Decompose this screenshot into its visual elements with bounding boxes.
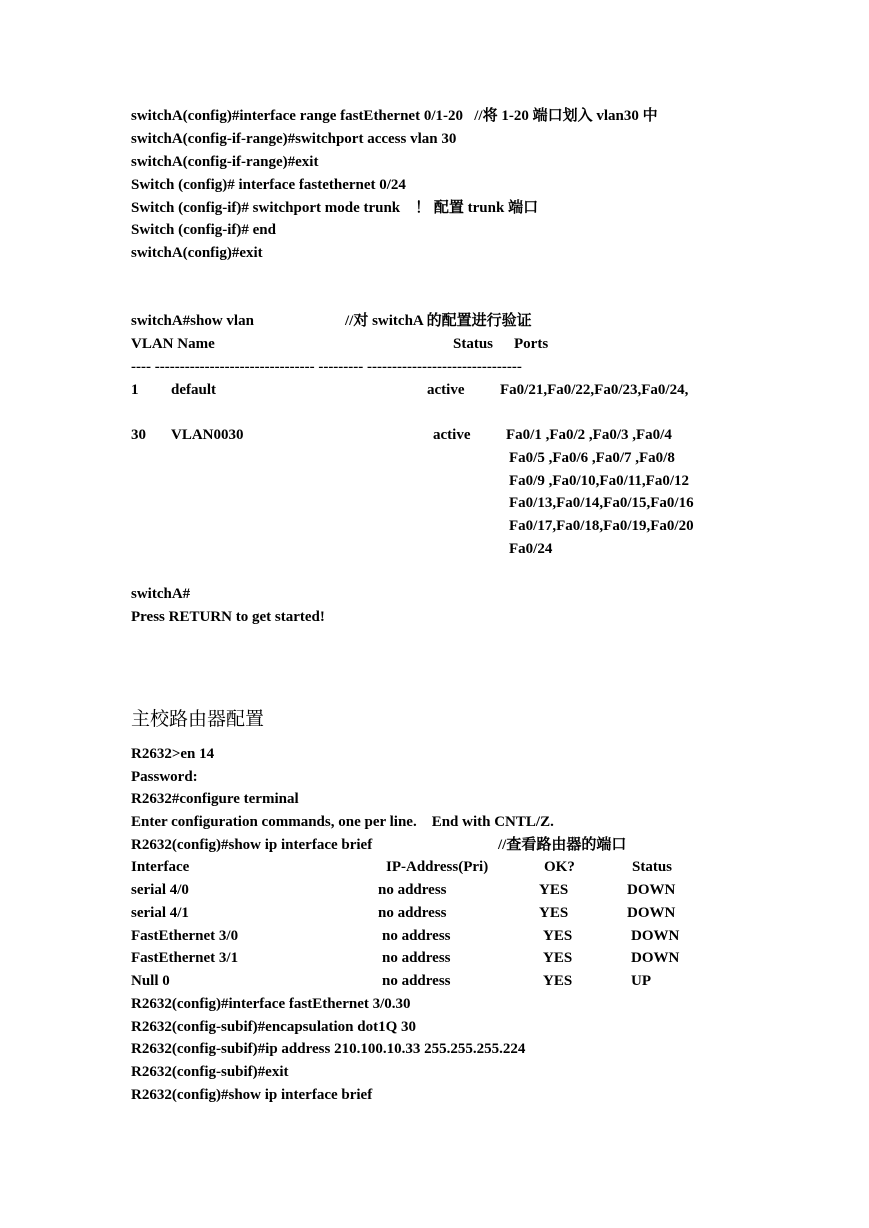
switch-command-line: Switch (config)# interface fastethernet 0/24 [131, 177, 406, 193]
switch-command-line: switchA(config)#exit [131, 245, 263, 261]
vlan-row-ports: Fa0/5 ,Fa0/6 ,Fa0/7 ,Fa0/8 [509, 450, 675, 466]
vlan-row-ports: Fa0/9 ,Fa0/10,Fa0/11,Fa0/12 [509, 473, 689, 489]
show-ip-comment: //查看路由器的端口 [498, 837, 627, 853]
ip-row-ok: YES [543, 928, 573, 944]
ip-row-address: no address [382, 950, 451, 966]
ip-header-interface: Interface [131, 859, 190, 875]
router-command-line: Enter configuration commands, one per line. End with CNTL/Z. [131, 814, 554, 830]
ip-row-ok: YES [539, 882, 569, 898]
vlan-row-id: 30 [131, 427, 146, 443]
vlan-row-ports: Fa0/21,Fa0/22,Fa0/23,Fa0/24, [500, 382, 689, 398]
router-command-line: Password: [131, 769, 198, 785]
ip-row-status: DOWN [631, 950, 680, 966]
vlan-row-ports: Fa0/1 ,Fa0/2 ,Fa0/3 ,Fa0/4 [506, 427, 672, 443]
ip-row-address: no address [382, 973, 451, 989]
ip-header-status: Status [632, 859, 673, 875]
switch-command-line: Switch (config-if)# end [131, 222, 276, 238]
vlan-row-name: default [171, 382, 216, 398]
vlan-row-status: active [427, 382, 465, 398]
switch-command-line: switchA(config-if-range)#switchport access vlan 30 [131, 131, 457, 147]
ip-row-address: no address [378, 905, 447, 921]
show-vlan-comment: //对 switchA 的配置进行验证 [345, 313, 532, 329]
ip-header-address: IP-Address(Pri) [386, 859, 489, 875]
router-command-line: R2632#configure terminal [131, 791, 299, 807]
ip-row-status: UP [631, 973, 651, 989]
vlan-row-ports: Fa0/24 [509, 541, 553, 557]
router-command-line: R2632(config-subif)#exit [131, 1064, 289, 1080]
ip-row-interface: serial 4/1 [131, 905, 189, 921]
switch-prompt: switchA# [131, 586, 191, 602]
ip-row-interface: Null 0 [131, 973, 170, 989]
vlan-row-ports: Fa0/17,Fa0/18,Fa0/19,Fa0/20 [509, 518, 694, 534]
router-command-line: R2632(config-subif)#ip address 210.100.10.33 255.255.255.224 [131, 1041, 526, 1057]
ip-row-status: DOWN [631, 928, 680, 944]
vlan-header-status: Status [453, 336, 494, 352]
ip-row-ok: YES [543, 973, 573, 989]
ip-header-ok: OK? [544, 859, 575, 875]
ip-row-ok: YES [543, 950, 573, 966]
router-command-line: R2632(config)#show ip interface brief [131, 1087, 373, 1103]
router-command-line: R2632(config)#interface fastEthernet 3/0.30 [131, 996, 411, 1012]
ip-row-status: DOWN [627, 882, 676, 898]
ip-row-address: no address [382, 928, 451, 944]
router-section-heading: 主校路由器配置 [131, 708, 265, 730]
switch-command-line: switchA(config)#interface range fastEthernet 0/1-20 //将 1-20 端口划入 vlan30 中 [131, 108, 658, 124]
show-ip-command: R2632(config)#show ip interface brief [131, 837, 373, 853]
vlan-row-name: VLAN0030 [171, 427, 244, 443]
vlan-row-status: active [433, 427, 471, 443]
ip-row-status: DOWN [627, 905, 676, 921]
ip-row-interface: serial 4/0 [131, 882, 189, 898]
vlan-header-name: VLAN Name [131, 336, 215, 352]
ip-row-interface: FastEthernet 3/1 [131, 950, 239, 966]
vlan-row-id: 1 [131, 382, 139, 398]
switch-command-line: Switch (config-if)# switchport mode trunk ！ 配置 trunk 端口 [131, 200, 539, 216]
vlan-row-ports: Fa0/13,Fa0/14,Fa0/15,Fa0/16 [509, 495, 694, 511]
ip-row-address: no address [378, 882, 447, 898]
ip-row-interface: FastEthernet 3/0 [131, 928, 239, 944]
press-return-line: Press RETURN to get started! [131, 609, 325, 625]
vlan-separator: ---- -------------------------------- --------- ------------------------------- [131, 359, 522, 375]
vlan-header-ports: Ports [514, 336, 549, 352]
router-command-line: R2632>en 14 [131, 746, 215, 762]
ip-row-ok: YES [539, 905, 569, 921]
show-vlan-command: switchA#show vlan [131, 313, 254, 329]
router-command-line: R2632(config-subif)#encapsulation dot1Q 30 [131, 1019, 417, 1035]
switch-command-line: switchA(config-if-range)#exit [131, 154, 319, 170]
